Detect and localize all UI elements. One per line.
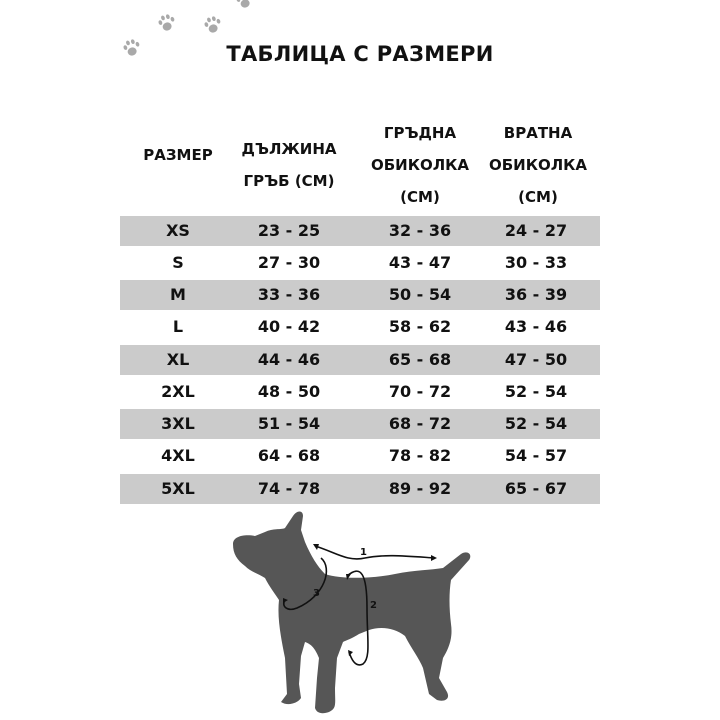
back-length-cell: 51 - 54 — [257, 414, 321, 433]
back-length-cell: 64 - 68 — [257, 446, 321, 465]
chest-cell: 50 - 54 — [388, 285, 452, 304]
size-cell: 3XL — [161, 414, 195, 433]
back-length-cell: 27 - 30 — [257, 253, 321, 272]
paw-print-icon — [158, 13, 178, 33]
table-row — [120, 312, 600, 342]
neck-cell: 52 - 54 — [504, 414, 568, 433]
header-line: РАЗМЕР — [143, 146, 213, 164]
table-row — [120, 474, 600, 504]
dog-measurement-diagram — [225, 508, 485, 720]
chest-cell: 70 - 72 — [388, 382, 452, 401]
neck-cell: 54 - 57 — [504, 446, 568, 465]
paw-print-icon — [236, 0, 256, 10]
header-line: ВРАТНА — [503, 124, 573, 142]
table-row — [120, 441, 600, 471]
chest-cell: 43 - 47 — [388, 253, 452, 272]
back-length-cell: 44 - 46 — [257, 350, 321, 369]
size-cell: 5XL — [161, 479, 195, 498]
neck-cell: 52 - 54 — [504, 382, 568, 401]
table-row — [120, 248, 600, 278]
chest-cell: 68 - 72 — [388, 414, 452, 433]
chest-cell: 78 - 82 — [388, 446, 452, 465]
dog-silhouette-icon — [233, 512, 470, 714]
header-line: ГРЪБ (СМ) — [243, 172, 335, 190]
table-row — [120, 377, 600, 407]
neck-cell: 24 - 27 — [504, 221, 568, 240]
measure-label-1: 1 — [360, 547, 367, 558]
table-row — [120, 216, 600, 246]
measure-label-3: 3 — [313, 588, 320, 599]
back-length-cell: 23 - 25 — [257, 221, 321, 240]
back-length-cell: 48 - 50 — [257, 382, 321, 401]
size-cell: L — [172, 317, 184, 336]
header-size — [120, 139, 236, 171]
page-title: ТАБЛИЦА С РАЗМЕРИ — [226, 42, 494, 66]
header-line: (СМ) — [400, 188, 440, 206]
header-line: ОБИКОЛКА — [488, 156, 588, 174]
back-length-cell: 74 - 78 — [257, 479, 321, 498]
neck-cell: 36 - 39 — [504, 285, 568, 304]
header-line: ГРЪДНА — [383, 124, 457, 142]
chest-cell: 65 - 68 — [388, 350, 452, 369]
paw-print-icon — [204, 15, 224, 35]
header-neck — [476, 117, 600, 213]
back-length-cell: 40 - 42 — [257, 317, 321, 336]
size-cell: XL — [166, 350, 190, 369]
size-cell: 4XL — [161, 446, 195, 465]
header-line: (СМ) — [518, 188, 558, 206]
chest-cell: 89 - 92 — [388, 479, 452, 498]
measure-label-2: 2 — [370, 600, 377, 611]
size-cell: S — [172, 253, 184, 272]
neck-cell: 47 - 50 — [504, 350, 568, 369]
size-cell: M — [170, 285, 186, 304]
header-chest — [358, 117, 482, 213]
size-cell: 2XL — [161, 382, 195, 401]
table-row — [120, 345, 600, 375]
chest-cell: 58 - 62 — [388, 317, 452, 336]
size-cell: XS — [166, 221, 190, 240]
table-row — [120, 280, 600, 310]
header-line: ОБИКОЛКА — [370, 156, 470, 174]
chest-cell: 32 - 36 — [388, 221, 452, 240]
table-row — [120, 409, 600, 439]
header-back-length — [228, 133, 350, 197]
neck-cell: 43 - 46 — [504, 317, 568, 336]
back-length-cell: 33 - 36 — [257, 285, 321, 304]
neck-cell: 65 - 67 — [504, 479, 568, 498]
header-line: ДЪЛЖИНА — [241, 140, 337, 158]
neck-cell: 30 - 33 — [504, 253, 568, 272]
